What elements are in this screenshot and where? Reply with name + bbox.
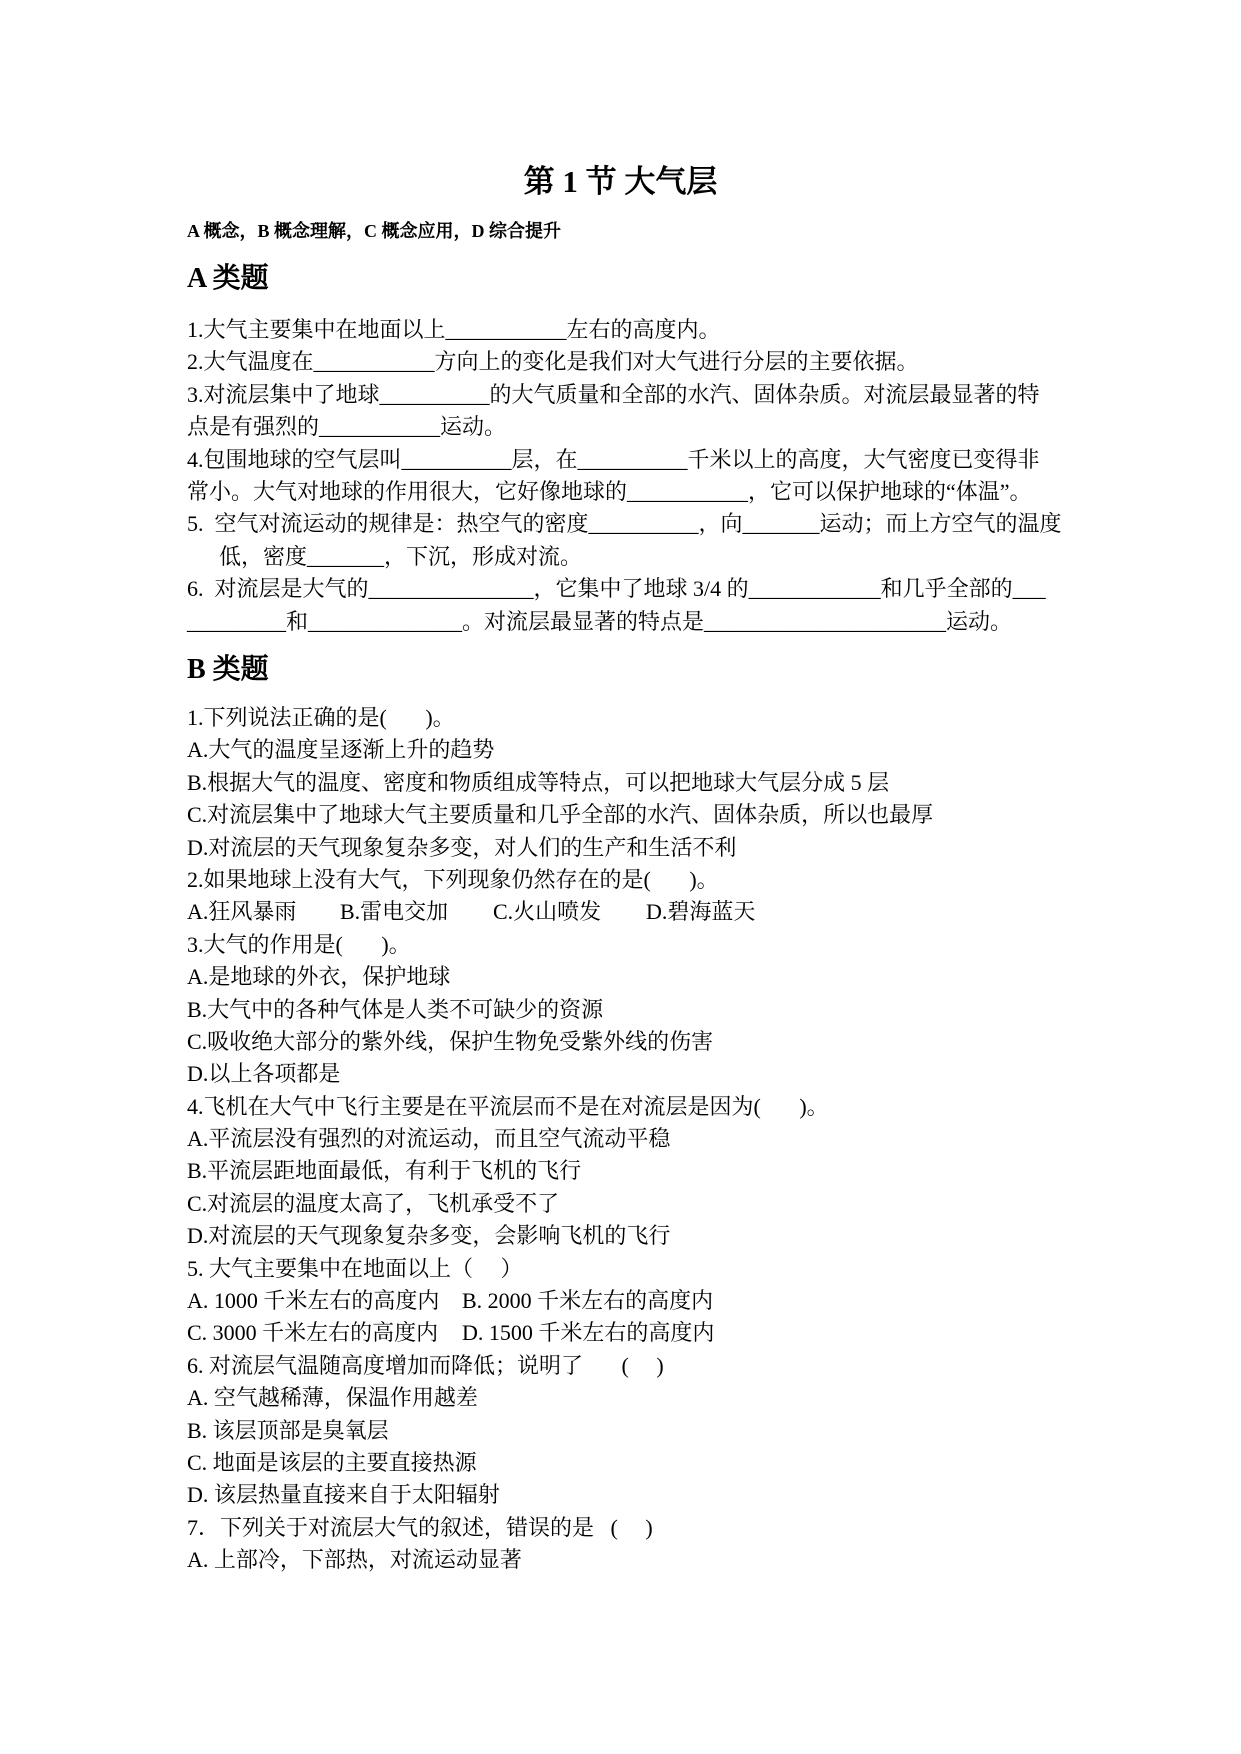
choice-question (187, 864, 933, 929)
question-line: 6. 对流层是大气的_______________，它集中了地球 3/4 的____________和几乎全部的___ (187, 576, 1046, 602)
fill-blank-question (187, 444, 1062, 509)
option: A. 上部冷，下部热，对流运动显著 (187, 1547, 522, 1573)
option: A. 空气越稀薄，保温作用越差 (187, 1385, 478, 1411)
option: B.雷电交加 (340, 899, 449, 925)
option: D.对流层的天气现象复杂多变，会影响飞机的飞行 (187, 1223, 671, 1249)
question-line: 1.大气主要集中在地面以上___________左右的高度内。 (187, 317, 721, 342)
section-a-heading: A 类题 (187, 263, 269, 294)
option: D.以上各项都是 (187, 1061, 341, 1087)
question-stem: 6. 对流层气温随高度增加而降低；说明了 ( ) (187, 1352, 664, 1378)
option: D.对流层的天气现象复杂多变，对人们的生产和生活不利 (187, 834, 737, 860)
choice-question (187, 1350, 933, 1512)
option: D. 该层热量直接来自于太阳辐射 (187, 1482, 500, 1508)
fill-blank-question (187, 573, 1062, 638)
option: A.是地球的外衣，保护地球 (187, 964, 451, 990)
option: A.大气的温度呈逐渐上升的趋势 (187, 737, 495, 763)
option: C.吸收绝大部分的紫外线，保护生物免受紫外线的伤害 (187, 1028, 714, 1054)
options-row (187, 896, 933, 928)
choice-question (187, 702, 933, 864)
option: B.大气中的各种气体是人类不可缺少的资源 (187, 996, 604, 1022)
fill-blank-question (187, 508, 1062, 573)
options-row (187, 1317, 933, 1349)
question-line: 点是有强烈的___________运动。 (187, 414, 507, 440)
option: C. 3000 千米左右的高度内 (187, 1320, 439, 1346)
fill-blank-question (187, 346, 1062, 378)
question-line: 2.大气温度在___________方向上的变化是我们对大气进行分层的主要依据。 (187, 349, 919, 375)
question-line: _________和______________。对流层最显著的特点是______________________运动。 (187, 608, 1013, 634)
question-stem: 7．下列关于对流层大气的叙述，错误的是 ( ) (187, 1514, 653, 1540)
question-stem: 4.飞机在大气中飞行主要是在平流层而不是在对流层是因为( )。 (187, 1093, 829, 1119)
option: C.对流层的温度太高了，飞机承受不了 (187, 1190, 560, 1216)
question-stem: 5. 大气主要集中在地面以上（ ） (187, 1255, 523, 1281)
choice-question (187, 1253, 933, 1350)
option: B. 该层顶部是臭氧层 (187, 1417, 389, 1443)
choice-question (187, 929, 933, 1091)
fill-blank-question (187, 379, 1062, 444)
option: B.平流层距地面最低，有利于飞机的飞行 (187, 1158, 582, 1184)
question-line: 常小。大气对地球的作用很大，它好像地球的___________，它可以保护地球的“体温”。 (187, 478, 1032, 504)
question-stem: 2.如果地球上没有大气，下列现象仍然存在的是( )。 (187, 866, 719, 892)
option: A. 1000 千米左右的高度内 (187, 1288, 440, 1314)
option: C.火山喷发 (493, 899, 602, 925)
question-line: 3.对流层集中了地球__________的大气质量和全部的水汽、固体杂质。对流层最显著的特 (187, 381, 1040, 407)
options-row (187, 1285, 933, 1317)
question-stem: 1.下列说法正确的是( )。 (187, 705, 455, 730)
section-a-questions (187, 314, 1062, 638)
question-line: 5. 空气对流运动的规律是：热空气的密度__________，向_______运动；而上方空气的温度 (187, 511, 1062, 537)
question-line: 4.包围地球的空气层叫__________层，在__________千米以上的高度，大气密度已变得非 (187, 446, 1040, 472)
section-b-heading: B 类题 (187, 654, 269, 685)
fill-blank-question (187, 314, 1062, 346)
question-stem: 3.大气的作用是( )。 (187, 931, 411, 957)
choice-question (187, 1091, 933, 1253)
option: D. 1500 千米左右的高度内 (462, 1320, 715, 1346)
choice-question (187, 1512, 933, 1577)
section-b-questions (187, 702, 933, 1577)
option: B. 2000 千米左右的高度内 (462, 1288, 714, 1314)
option: A.平流层没有强烈的对流运动，而且空气流动平稳 (187, 1126, 671, 1152)
option: B.根据大气的温度、密度和物质组成等特点，可以把地球大气层分成 5 层 (187, 769, 890, 795)
question-line: 低，密度_______，下沉，形成对流。 (219, 543, 583, 569)
difficulty-legend: A 概念，B 概念理解，C 概念应用，D 综合提升 (187, 221, 562, 241)
option: A.狂风暴雨 (187, 899, 297, 925)
option: D.碧海蓝天 (646, 899, 756, 925)
option: C.对流层集中了地球大气主要质量和几乎全部的水汽、固体杂质，所以也最厚 (187, 802, 934, 828)
page-title: 第 1 节 大气层 (523, 164, 718, 199)
option: C. 地面是该层的主要直接热源 (187, 1449, 477, 1475)
